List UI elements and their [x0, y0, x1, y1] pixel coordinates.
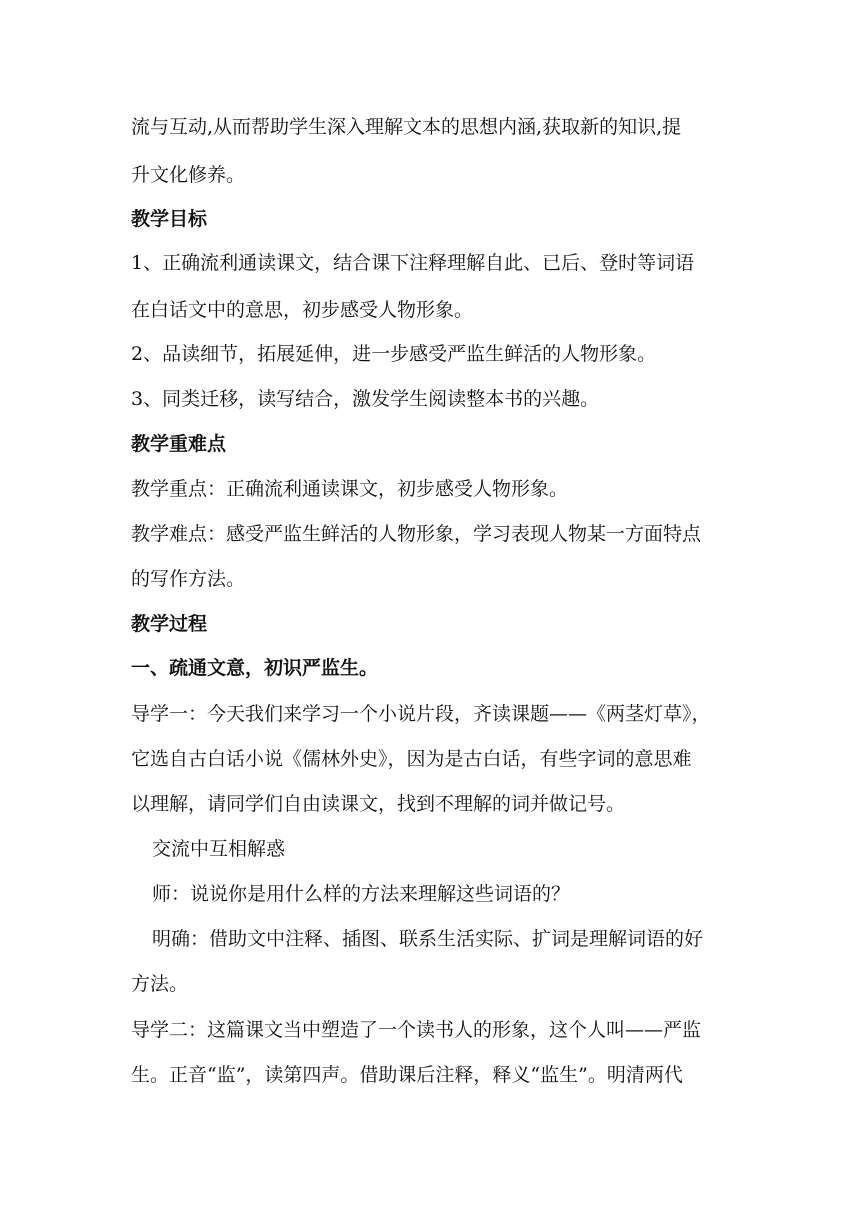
teacher-question: 师：说说你是用什么样的方法来理解这些词语的？ [152, 883, 571, 905]
intro-line-2: 升文化修养。 [131, 164, 246, 186]
objective-2: 2、品读细节，拓展延伸，进一步感受严监生鲜活的人物形象。 [131, 343, 657, 365]
guide-2-line-2: 生。正音“监”，读第四声。借助课后注释，释义“监生”。明清两代 [131, 1064, 683, 1086]
objective-1-line-2: 在白话文中的意思，初步感受人物形象。 [131, 299, 474, 321]
objective-1-line-1: 1、正确流利通读课文，结合课下注释理解自此、已后、登时等词语 [131, 252, 695, 274]
heading-key-points: 教学重难点 [131, 433, 227, 455]
key-point: 教学重点：正确流利通读课文，初步感受人物形象。 [131, 478, 569, 500]
intro-line-1: 流与互动,从而帮助学生深入理解文本的思想内涵,获取新的知识,提 [131, 116, 682, 138]
clarify-line-2: 方法。 [131, 973, 189, 995]
exchange-line: 交流中互相解惑 [152, 838, 286, 860]
guide-1-line-1: 导学一：今天我们来学习一个小说片段，齐读课题——《两茎灯草》， [131, 703, 711, 725]
difficult-point-line-1: 教学难点：感受严监生鲜活的人物形象，学习表现人物某一方面特点 [131, 523, 702, 545]
clarify-line-1: 明确：借助文中注释、插图、联系生活实际、扩词是理解词语的好 [152, 928, 704, 950]
guide-2-line-1: 导学二：这篇课文当中塑造了一个读书人的形象，这个人叫——严监 [131, 1019, 702, 1041]
heading-process: 教学过程 [131, 613, 208, 635]
difficult-point-line-2: 的写作方法。 [131, 568, 246, 590]
guide-1-line-2: 它选自古白话小说《儒林外史》，因为是古白话，有些字词的意思难 [131, 748, 692, 770]
heading-section-1: 一、疏通文意，初识严监生。 [131, 657, 379, 679]
heading-objectives: 教学目标 [131, 208, 208, 230]
guide-1-line-3: 以理解，请同学们自由读课文，找到不理解的词并做记号。 [131, 793, 626, 815]
objective-3: 3、同类迁移，读写结合，激发学生阅读整本书的兴趣。 [131, 388, 600, 410]
